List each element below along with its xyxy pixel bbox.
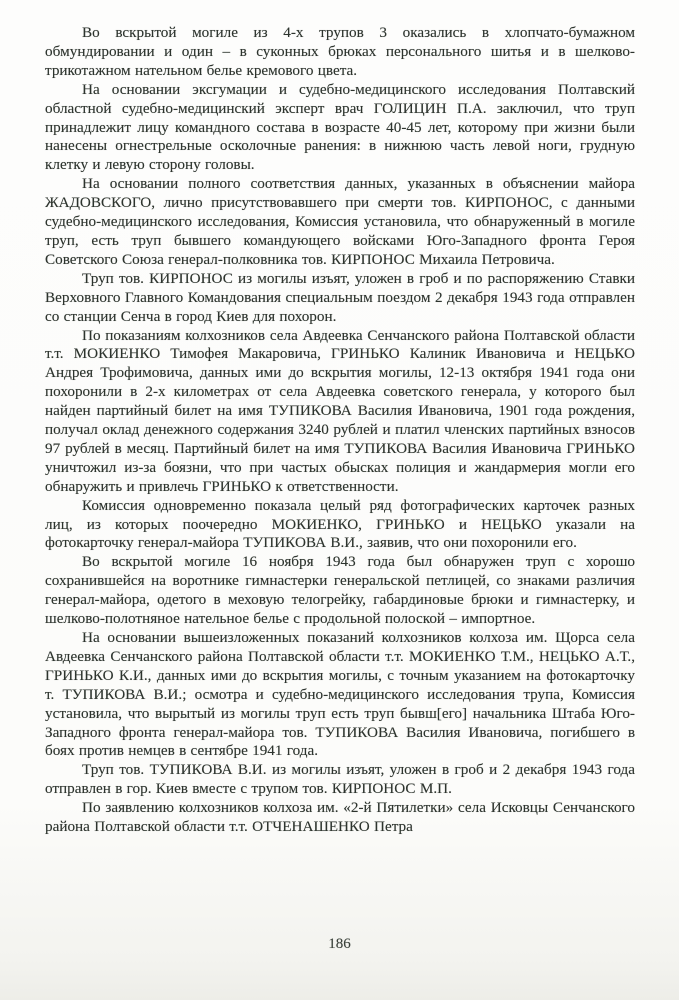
page-number: 186 bbox=[328, 936, 351, 952]
paragraph-5: По показаниям колхозников села Авдеевка Сенчанского района Полтавской области т.т. МОКИЕНКО Тимофея Макаровича, ГРИНЬКО Калиник Ивановича и НЕЦЬКО Андрея Трофимовича, данных ими до вскрытия могилы, 12-13 октября 1941 года они похоронили в 2-х километрах от села Авдеевка советского генерала, у которого был найден партийный билет на имя ТУПИКОВА Василия Ивановича, 1901 года рождения, получал оклад денежного содержания 3240 рублей и платил членских партийных взносов 97 рублей в месяц. Партийный билет на имя ТУПИКОВА Василия Ивановича ГРИНЬКО уничтожил из-за боязни, что при частых обысках полиция и жандармерия могли его обнаружить и привлечь ГРИНЬКО к ответственности. bbox=[45, 326, 635, 495]
paragraph-10: По заявлению колхозников колхоза им. «2-й Пятилетки» села Исковцы Сенчанского района Полтавской области т.т. ОТЧЕНАШЕНКО Петра bbox=[45, 799, 635, 836]
paragraph-8: На основании вышеизложенных показаний колхозников колхоза им. Щорса села Авдеевка Сенчанского района Полтавской области т.т. МОКИЕНКО Т.М., НЕЦЬКО А.Т., ГРИНЬКО К.И., данных ими до вскрытия могилы, с точным указанием на фотокарточку т. ТУПИКОВА В.И.; осмотра и судебно-медицинского исследования трупа, Комиссия установила, что вырытый из могилы труп есть труп бывш[его] начальника Штаба Юго-Западного фронта генерал-майора тов. ТУПИКОВА Василия Ивановича, погибшего в боях против немцев в сентябре 1941 года. bbox=[45, 629, 635, 760]
paragraph-4: Труп тов. КИРПОНОС из могилы изъят, уложен в гроб и по распоряжению Ставки Верховного Главного Командования специальным поездом 2 декабря 1943 года отправлен со станции Сенча в город Киев для похорон. bbox=[45, 269, 635, 325]
paragraph-7: Во вскрытой могиле 16 ноября 1943 года был обнаружен труп с хорошо сохранившейся на воротнике гимнастерки генеральской петлицей, со знаками различия генерал-майора, одетого в меховую телогрейку, габардиновые брюки и гимнастерку, и шелково-полотняное нательное белье с продольной полоской – импортное. bbox=[45, 553, 635, 628]
paragraph-6: Комиссия одновременно показала целый ряд фотографических карточек разных лиц, из которых поочередно МОКИЕНКО, ГРИНЬКО и НЕЦЬКО указали на фотокарточку генерал-майора ТУПИКОВА В.И., заявив, что они похоронили его. bbox=[45, 496, 635, 552]
paragraph-3: На основании полного соответствия данных, указанных в объяснении майора ЖАДОВСКОГО, лично присутствовавшего при смерти тов. КИРПОНОС, с данными судебно-медицинского исследования, Комиссия установила, что обнаруженный в могиле труп, есть труп бывшего командующего войсками Юго-Западного фронта Героя Советского Союза генерал-полковника тов. КИРПОНОС Михаила Петровича. bbox=[45, 175, 635, 268]
document-text bbox=[45, 24, 635, 837]
paragraph-2: На основании эксгумации и судебно-медицинского исследования Полтавский областной судебно-медицинский эксперт врач ГОЛИЦИН П.А. заключил, что труп принадлежит лицу командного состава в возрасте 40-45 лет, которому при жизни были нанесены огнестрельные осколочные ранения: в нижнюю часть левой ноги, грудную клетку и левую сторону головы. bbox=[45, 80, 635, 174]
paragraph-1: Во вскрытой могиле из 4-х трупов 3 оказались в хлопчато-бумажном обмундировании и один – в суконных брюках персонального шитья и в шелково-трикотажном нательном белье кремового цвета. bbox=[45, 24, 635, 79]
paragraph-9: Труп тов. ТУПИКОВА В.И. из могилы изъят, уложен в гроб и 2 декабря 1943 года отправлен в гор. Киев вместе с трупом тов. КИРПОНОС М.П. bbox=[45, 761, 635, 798]
